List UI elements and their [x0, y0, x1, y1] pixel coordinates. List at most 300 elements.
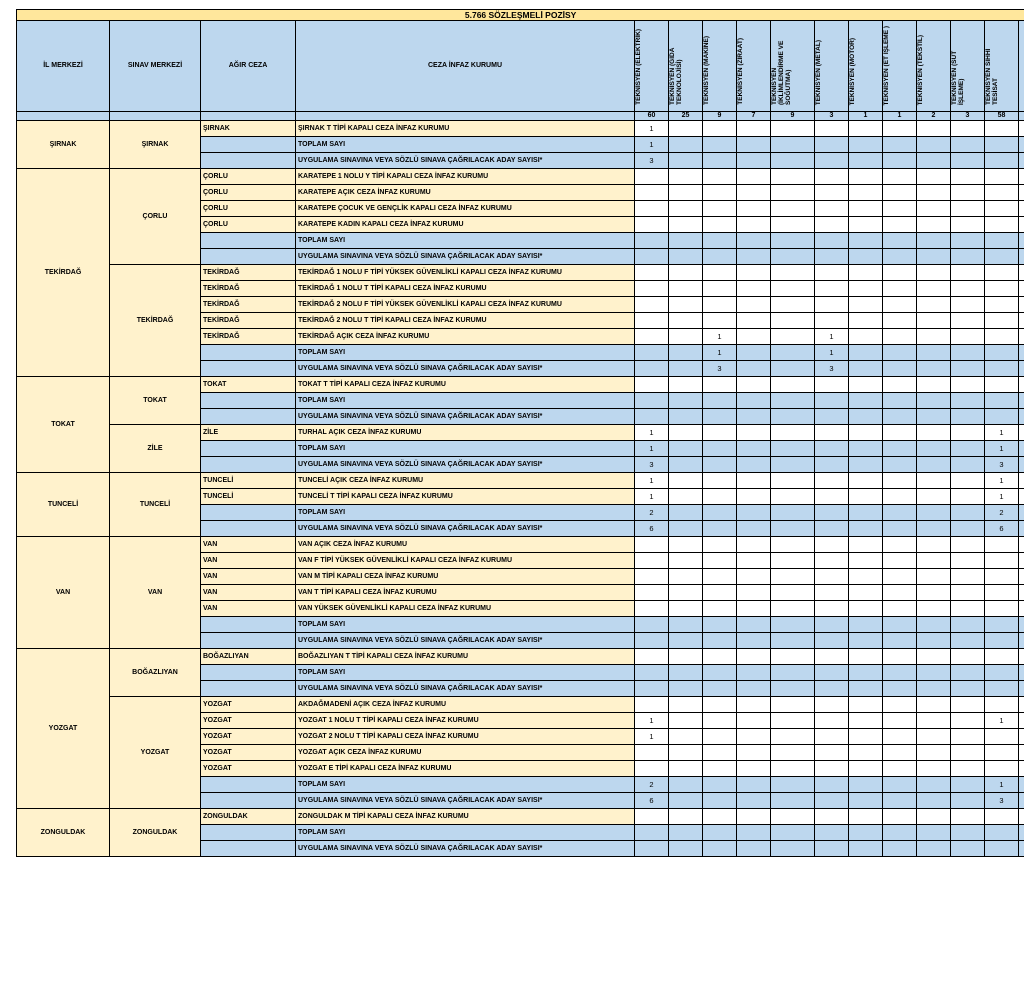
- count-cell: [917, 793, 951, 809]
- count-cell: [951, 137, 985, 153]
- count-cell: [917, 281, 951, 297]
- count-cell: [737, 537, 771, 553]
- count-cell: [815, 665, 849, 681]
- count-cell: [635, 841, 669, 857]
- count-cell: 3: [985, 793, 1019, 809]
- count-cell: [669, 825, 703, 841]
- count-cell: [771, 393, 815, 409]
- count-cell: [635, 249, 669, 265]
- count-cell: [669, 777, 703, 793]
- count-cell: [917, 665, 951, 681]
- count-cell: [883, 153, 917, 169]
- count-cell: [771, 521, 815, 537]
- count-cell: [951, 201, 985, 217]
- count-cell: [951, 729, 985, 745]
- count-cell: [951, 697, 985, 713]
- count-cell: [917, 409, 951, 425]
- count-cell: [985, 185, 1019, 201]
- count-cell: [737, 233, 771, 249]
- institution-name: TURHAL AÇIK CEZA İNFAZ KURUMU: [296, 425, 635, 441]
- count-cell: [849, 585, 883, 601]
- il-merkezi-cell: TOKAT: [17, 377, 110, 473]
- agir-ceza-cell: YOZGAT: [201, 761, 296, 777]
- count-cell: [771, 841, 815, 857]
- count-cell: [917, 553, 951, 569]
- count-cell: [815, 489, 849, 505]
- count-cell: [985, 729, 1019, 745]
- count-cell: [737, 841, 771, 857]
- count-cell: [703, 409, 737, 425]
- count-cell: [951, 441, 985, 457]
- count-cell: [737, 553, 771, 569]
- institution-name: VAN AÇIK CEZA İNFAZ KURUMU: [296, 537, 635, 553]
- count-cell: [771, 329, 815, 345]
- count-cell: [737, 265, 771, 281]
- count-cell: [771, 585, 815, 601]
- agir-ceza-cell: ÇORLU: [201, 217, 296, 233]
- count-cell: [669, 153, 703, 169]
- count-cell: [849, 377, 883, 393]
- count-cell: [771, 553, 815, 569]
- header-position-label: TEKNİSYEN (ELEKTRİK): [635, 29, 642, 105]
- count-cell: [917, 441, 951, 457]
- count-cell: [951, 793, 985, 809]
- count-cell: [635, 265, 669, 281]
- count-cell: [849, 569, 883, 585]
- agir-ceza-cell: [201, 409, 296, 425]
- count-cell: [771, 137, 815, 153]
- agir-ceza-cell: [201, 457, 296, 473]
- position-total: 60: [635, 112, 669, 121]
- count-cell: [815, 729, 849, 745]
- count-cell: [917, 313, 951, 329]
- count-cell: [883, 729, 917, 745]
- agir-ceza-cell: [201, 361, 296, 377]
- count-cell: [737, 585, 771, 601]
- count-cell: [771, 617, 815, 633]
- agir-ceza-cell: ÇORLU: [201, 169, 296, 185]
- institution-name: YOZGAT AÇIK CEZA İNFAZ KURUMU: [296, 745, 635, 761]
- count-cell: [815, 377, 849, 393]
- count-cell: [771, 377, 815, 393]
- count-cell: [815, 409, 849, 425]
- agir-ceza-cell: [201, 825, 296, 841]
- count-cell: [737, 329, 771, 345]
- count-cell: [951, 521, 985, 537]
- agir-ceza-cell: ŞIRNAK: [201, 121, 296, 137]
- count-cell: [917, 537, 951, 553]
- count-cell: [669, 729, 703, 745]
- total-label: TOPLAM SAYI: [296, 777, 635, 793]
- count-cell: [985, 585, 1019, 601]
- agir-ceza-cell: ÇORLU: [201, 201, 296, 217]
- count-cell: 6: [985, 521, 1019, 537]
- count-cell: [635, 393, 669, 409]
- count-cell: [951, 825, 985, 841]
- count-cell: [703, 713, 737, 729]
- count-cell: [703, 809, 737, 825]
- candidate-count-label: UYGULAMA SINAVINA VEYA SÖZLÜ SINAVA ÇAĞRILACAK ADAY SAYISI*: [296, 633, 635, 649]
- count-cell: [951, 809, 985, 825]
- count-cell: [737, 729, 771, 745]
- count-cell: [669, 617, 703, 633]
- count-cell: [669, 681, 703, 697]
- candidate-count-label: UYGULAMA SINAVINA VEYA SÖZLÜ SINAVA ÇAĞRILACAK ADAY SAYISI*: [296, 681, 635, 697]
- count-cell: [815, 649, 849, 665]
- count-cell: [849, 745, 883, 761]
- institution-name: YOZGAT 2 NOLU T TİPİ KAPALI CEZA İNFAZ KURUMU: [296, 729, 635, 745]
- count-cell: [771, 793, 815, 809]
- count-cell: [883, 281, 917, 297]
- count-cell: [737, 777, 771, 793]
- count-cell: [985, 745, 1019, 761]
- header-position: [985, 21, 1019, 112]
- count-cell: [985, 697, 1019, 713]
- count-cell: [951, 665, 985, 681]
- count-cell: [771, 169, 815, 185]
- count-cell: [917, 649, 951, 665]
- count-cell: [737, 489, 771, 505]
- count-cell: [771, 249, 815, 265]
- institution-name: TUNCELİ T TİPİ KAPALI CEZA İNFAZ KURUMU: [296, 489, 635, 505]
- position-total: 9: [771, 112, 815, 121]
- count-cell: [951, 329, 985, 345]
- count-cell: [985, 361, 1019, 377]
- candidate-count-label: UYGULAMA SINAVINA VEYA SÖZLÜ SINAVA ÇAĞRILACAK ADAY SAYISI*: [296, 841, 635, 857]
- count-cell: [669, 377, 703, 393]
- count-cell: [737, 745, 771, 761]
- count-cell: [883, 361, 917, 377]
- count-cell: [985, 137, 1019, 153]
- header-position-label: TEKNİSYEN (TEKSTİL): [917, 34, 924, 105]
- sinav-merkezi-cell: BOĞAZLIYAN: [110, 649, 201, 697]
- count-cell: [737, 697, 771, 713]
- count-cell: [951, 313, 985, 329]
- count-cell: [703, 521, 737, 537]
- count-cell: 1: [985, 489, 1019, 505]
- count-cell: [703, 729, 737, 745]
- count-cell: [737, 425, 771, 441]
- agir-ceza-cell: TOKAT: [201, 377, 296, 393]
- count-cell: [849, 473, 883, 489]
- total-label: TOPLAM SAYI: [296, 441, 635, 457]
- count-cell: [985, 809, 1019, 825]
- il-merkezi-cell: TEKİRDAĞ: [17, 169, 110, 377]
- count-cell: [849, 201, 883, 217]
- count-cell: [815, 441, 849, 457]
- count-cell: [771, 473, 815, 489]
- agir-ceza-cell: ÇORLU: [201, 185, 296, 201]
- count-cell: [951, 425, 985, 441]
- count-cell: [635, 297, 669, 313]
- count-cell: [951, 233, 985, 249]
- count-cell: [703, 457, 737, 473]
- count-cell: [703, 313, 737, 329]
- count-cell: [669, 457, 703, 473]
- count-cell: [635, 681, 669, 697]
- count-cell: 6: [635, 793, 669, 809]
- count-cell: [737, 569, 771, 585]
- count-cell: [703, 441, 737, 457]
- count-cell: [883, 665, 917, 681]
- count-cell: [883, 617, 917, 633]
- count-cell: [669, 521, 703, 537]
- count-cell: [737, 249, 771, 265]
- count-cell: 1: [703, 329, 737, 345]
- count-cell: 2: [635, 777, 669, 793]
- count-cell: [737, 185, 771, 201]
- count-cell: [771, 201, 815, 217]
- count-cell: [737, 761, 771, 777]
- count-cell: [917, 425, 951, 441]
- count-cell: [883, 553, 917, 569]
- count-cell: [737, 281, 771, 297]
- count-cell: [771, 601, 815, 617]
- count-cell: [951, 217, 985, 233]
- count-cell: [917, 569, 951, 585]
- count-cell: [883, 233, 917, 249]
- count-cell: [849, 841, 883, 857]
- sinav-merkezi-cell: ZİLE: [110, 425, 201, 473]
- header-position: [951, 21, 985, 112]
- count-cell: [669, 537, 703, 553]
- count-cell: [815, 521, 849, 537]
- count-cell: [771, 729, 815, 745]
- agir-ceza-cell: [201, 505, 296, 521]
- count-cell: [815, 569, 849, 585]
- count-cell: [849, 825, 883, 841]
- count-cell: [635, 649, 669, 665]
- count-cell: [815, 601, 849, 617]
- header-position-label: TEKNİSYEN (MAKİNE): [703, 36, 710, 105]
- count-cell: [985, 329, 1019, 345]
- count-cell: [917, 233, 951, 249]
- count-cell: [883, 633, 917, 649]
- count-cell: [985, 553, 1019, 569]
- count-cell: [737, 521, 771, 537]
- count-cell: [669, 409, 703, 425]
- count-cell: [883, 761, 917, 777]
- count-cell: [917, 489, 951, 505]
- count-cell: [917, 617, 951, 633]
- count-cell: [737, 457, 771, 473]
- count-cell: [635, 665, 669, 681]
- institution-name: TEKİRDAĞ 2 NOLU F TİPİ YÜKSEK GÜVENLİKLİ KAPALI CEZA İNFAZ KURUMU: [296, 297, 635, 313]
- count-cell: [849, 329, 883, 345]
- count-cell: 3: [985, 457, 1019, 473]
- count-cell: [917, 393, 951, 409]
- count-cell: [771, 457, 815, 473]
- count-cell: [849, 441, 883, 457]
- count-cell: [815, 217, 849, 233]
- count-cell: [771, 217, 815, 233]
- agir-ceza-cell: YOZGAT: [201, 713, 296, 729]
- count-cell: [985, 409, 1019, 425]
- count-cell: [815, 297, 849, 313]
- count-cell: [917, 697, 951, 713]
- count-cell: [635, 569, 669, 585]
- count-cell: [635, 537, 669, 553]
- count-cell: [737, 441, 771, 457]
- table-row: [17, 809, 1024, 825]
- count-cell: [917, 841, 951, 857]
- agir-ceza-cell: [201, 841, 296, 857]
- count-cell: [669, 249, 703, 265]
- count-cell: [669, 841, 703, 857]
- agir-ceza-cell: [201, 617, 296, 633]
- header-position: [917, 21, 951, 112]
- count-cell: [985, 569, 1019, 585]
- count-cell: [815, 537, 849, 553]
- count-cell: [737, 825, 771, 841]
- count-cell: [951, 297, 985, 313]
- count-cell: [737, 361, 771, 377]
- count-cell: [669, 793, 703, 809]
- total-label: TOPLAM SAYI: [296, 665, 635, 681]
- count-cell: 1: [985, 441, 1019, 457]
- count-cell: [815, 169, 849, 185]
- institution-name: TEKİRDAĞ 1 NOLU T TİPİ KAPALI CEZA İNFAZ KURUMU: [296, 281, 635, 297]
- institution-name: AKDAĞMADENİ AÇIK CEZA İNFAZ KURUMU: [296, 697, 635, 713]
- agir-ceza-cell: VAN: [201, 537, 296, 553]
- count-cell: [635, 761, 669, 777]
- count-cell: 2: [985, 505, 1019, 521]
- count-cell: [815, 185, 849, 201]
- count-cell: [703, 233, 737, 249]
- count-cell: [883, 585, 917, 601]
- count-cell: [985, 681, 1019, 697]
- count-cell: [917, 521, 951, 537]
- count-cell: [883, 777, 917, 793]
- count-cell: [669, 585, 703, 601]
- count-cell: [951, 153, 985, 169]
- sinav-merkezi-cell: ÇORLU: [110, 169, 201, 265]
- count-cell: [951, 121, 985, 137]
- count-cell: [815, 617, 849, 633]
- count-cell: [849, 617, 883, 633]
- count-cell: [849, 393, 883, 409]
- count-cell: [849, 425, 883, 441]
- count-cell: [703, 489, 737, 505]
- count-cell: [635, 361, 669, 377]
- count-cell: [669, 697, 703, 713]
- count-cell: [703, 777, 737, 793]
- count-cell: [883, 345, 917, 361]
- count-cell: [985, 121, 1019, 137]
- agir-ceza-cell: TEKİRDAĞ: [201, 329, 296, 345]
- count-cell: [669, 649, 703, 665]
- count-cell: [917, 297, 951, 313]
- count-cell: [815, 505, 849, 521]
- count-cell: [883, 569, 917, 585]
- count-cell: [883, 473, 917, 489]
- agir-ceza-cell: YOZGAT: [201, 697, 296, 713]
- count-cell: [669, 633, 703, 649]
- count-cell: [951, 249, 985, 265]
- count-cell: [635, 217, 669, 233]
- count-cell: [703, 425, 737, 441]
- position-total: 25: [669, 112, 703, 121]
- count-cell: [883, 297, 917, 313]
- candidate-count-label: UYGULAMA SINAVINA VEYA SÖZLÜ SINAVA ÇAĞRILACAK ADAY SAYISI*: [296, 409, 635, 425]
- count-cell: [737, 137, 771, 153]
- institution-name: KARATEPE AÇIK CEZA İNFAZ KURUMU: [296, 185, 635, 201]
- count-cell: [951, 633, 985, 649]
- count-cell: [737, 345, 771, 361]
- count-cell: [849, 265, 883, 281]
- count-cell: [737, 217, 771, 233]
- agir-ceza-cell: TEKİRDAĞ: [201, 313, 296, 329]
- count-cell: 1: [635, 713, 669, 729]
- candidate-count-label: UYGULAMA SINAVINA VEYA SÖZLÜ SINAVA ÇAĞRILACAK ADAY SAYISI*: [296, 457, 635, 473]
- institution-name: VAN F TİPİ YÜKSEK GÜVENLİKLİ KAPALI CEZA İNFAZ KURUMU: [296, 553, 635, 569]
- count-cell: [917, 809, 951, 825]
- total-label: TOPLAM SAYI: [296, 825, 635, 841]
- count-cell: [771, 441, 815, 457]
- count-cell: [737, 473, 771, 489]
- il-merkezi-cell: VAN: [17, 537, 110, 649]
- count-cell: [849, 697, 883, 713]
- header-position-label: TEKNİSYEN SIHHİ TESİSAT: [985, 48, 999, 105]
- agir-ceza-cell: YOZGAT: [201, 729, 296, 745]
- agir-ceza-cell: TEKİRDAĞ: [201, 297, 296, 313]
- count-cell: [917, 249, 951, 265]
- agir-ceza-cell: [201, 345, 296, 361]
- position-total: 3: [951, 112, 985, 121]
- agir-ceza-cell: [201, 665, 296, 681]
- count-cell: [985, 265, 1019, 281]
- agir-ceza-cell: [201, 441, 296, 457]
- count-cell: [703, 681, 737, 697]
- institution-name: YOZGAT 1 NOLU T TİPİ KAPALI CEZA İNFAZ KURUMU: [296, 713, 635, 729]
- count-cell: [951, 841, 985, 857]
- count-cell: [703, 633, 737, 649]
- count-cell: [771, 313, 815, 329]
- count-cell: [951, 713, 985, 729]
- agir-ceza-cell: YOZGAT: [201, 745, 296, 761]
- count-cell: [951, 345, 985, 361]
- institution-name: TEKİRDAĞ 2 NOLU T TİPİ KAPALI CEZA İNFAZ KURUMU: [296, 313, 635, 329]
- count-cell: [771, 761, 815, 777]
- table-row: [17, 697, 1024, 713]
- count-cell: [771, 777, 815, 793]
- count-cell: [883, 409, 917, 425]
- count-cell: [815, 633, 849, 649]
- count-cell: [771, 281, 815, 297]
- sinav-merkezi-cell: TEKİRDAĞ: [110, 265, 201, 377]
- count-cell: 3: [815, 361, 849, 377]
- count-cell: [883, 201, 917, 217]
- count-cell: [849, 361, 883, 377]
- agir-ceza-cell: ZONGULDAK: [201, 809, 296, 825]
- count-cell: [771, 649, 815, 665]
- count-cell: [985, 313, 1019, 329]
- count-cell: [703, 153, 737, 169]
- count-cell: [985, 201, 1019, 217]
- count-cell: [669, 393, 703, 409]
- count-cell: [771, 121, 815, 137]
- count-cell: [771, 809, 815, 825]
- count-cell: [917, 761, 951, 777]
- position-total: 1: [883, 112, 917, 121]
- count-cell: [771, 489, 815, 505]
- count-cell: [771, 361, 815, 377]
- count-cell: [985, 217, 1019, 233]
- count-cell: [669, 441, 703, 457]
- count-cell: [985, 841, 1019, 857]
- count-cell: [883, 441, 917, 457]
- count-cell: [703, 169, 737, 185]
